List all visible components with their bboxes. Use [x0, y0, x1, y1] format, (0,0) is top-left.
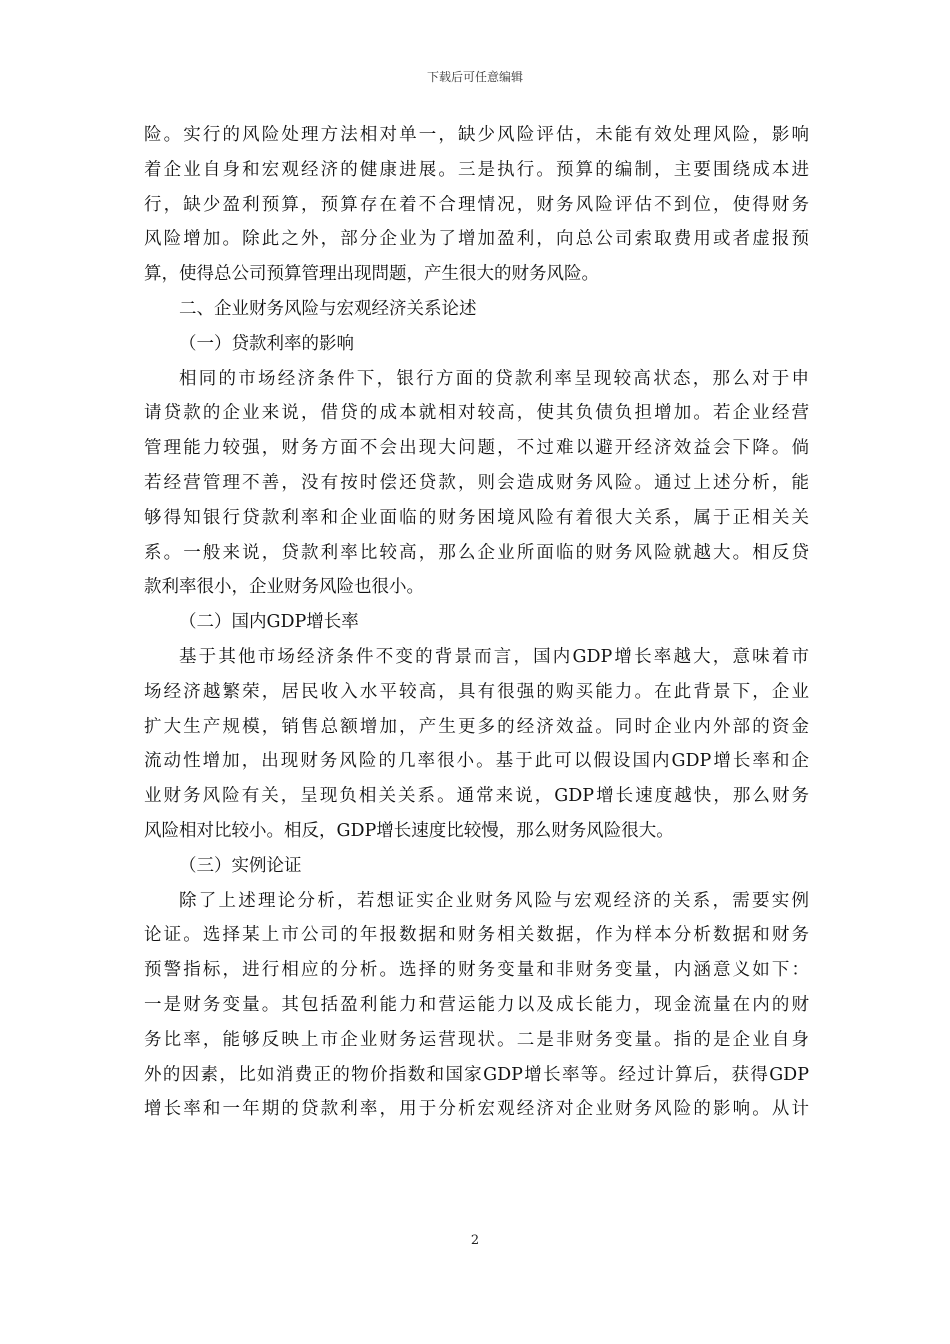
- text-line: 业财务风险有关，呈现负相关关系。通常来说，GDP增长速度越快，那么财务: [144, 786, 809, 807]
- text-line: 务比率，能够反映上市企业财务运营现状。二是非财务变量。指的是企业自身: [144, 1029, 809, 1050]
- text-line: 算，使得总公司预算管理出现問题，产生很大的财务风险。: [144, 264, 599, 285]
- text-line: 基于其他市场经济条件不变的背景而言，国内GDP增长率越大，意味着市: [179, 646, 809, 667]
- text-line: 场经济越繁荣，居民收入水平较高，具有很强的购买能力。在此背景下，企业: [144, 681, 809, 702]
- subsection-heading: （一）贷款利率的影响: [179, 333, 354, 354]
- subsection-heading: （二）国内GDP增长率: [179, 612, 359, 633]
- text-line: 请贷款的企业来说，借贷的成本就相对较高，使其负债负担增加。若企业经营: [144, 403, 809, 424]
- page-header: 下载后可任意编辑: [426, 70, 523, 84]
- text-line: 一是财务变量。其包括盈利能力和营运能力以及成长能力，现金流量在内的财: [144, 994, 809, 1015]
- text-line: 增长率和一年期的贷款利率，用于分析宏观经济对企业财务风险的影响。从计: [144, 1099, 809, 1120]
- text-line: 行，缺少盈利预算，预算存在着不合理情况，财务风险评估不到位，使得财务: [144, 194, 809, 215]
- text-line: 除了上述理论分析，若想证实企业财务风险与宏观经济的关系，需要实例: [179, 890, 809, 911]
- text-line: 管理能力较强，财务方面不会出现大问题，不过难以避开经济效益会下降。倘: [144, 438, 809, 459]
- text-line: 风险增加。除此之外，部分企业为了增加盈利，向总公司索取费用或者虚报预: [144, 229, 809, 250]
- text-line: 扩大生产规模，销售总额增加，产生更多的经济效益。同时企业内外部的资金: [144, 716, 809, 737]
- page-number: 2: [470, 1233, 480, 1248]
- text-line: 流动性增加，出现财务风险的几率很小。基于此可以假设国内GDP增长率和企: [144, 751, 809, 772]
- text-line: 论证。选择某上市公司的年报数据和财务相关数据，作为样本分析数据和财务: [144, 925, 809, 946]
- text-line: 若经营管理不善，没有按时偿还贷款，则会造成财务风险。通过上述分析，能: [144, 472, 809, 493]
- text-line: 预警指标，进行相应的分析。选择的财务变量和非财务变量，内涵意义如下：: [144, 960, 809, 981]
- section-heading: 二、企业财务风险与宏观经济关系论述: [179, 298, 477, 319]
- text-line: 风险相对比较小。相反，GDP增长速度比较慢，那么财务风险很大。: [144, 820, 674, 841]
- text-line: 着企业自身和宏观经济的健康进展。三是执行。预算的编制，主要围绕成本进: [144, 159, 809, 180]
- text-line: 相同的市场经济条件下，银行方面的贷款利率呈现较高状态，那么对于申: [179, 368, 809, 389]
- text-line: 外的因素，比如消费正的物价指数和国家GDP增长率等。经过计算后，获得GDP: [144, 1064, 809, 1085]
- text-line: 款利率很小，企业财务风险也很小。: [144, 577, 424, 598]
- body-text: [144, 118, 809, 1127]
- subsection-heading: （三）实例论证: [179, 855, 302, 876]
- text-line: 系。一般来说，贷款利率比较高，那么企业所面临的财务风险就越大。相反贷: [144, 542, 809, 563]
- text-line: 险。实行的风险处理方法相对单一，缺少风险评估，未能有效处理风险，影响: [144, 125, 809, 145]
- text-line: 够得知银行贷款利率和企业面临的财务困境风险有着很大关系，属于正相关关: [144, 507, 809, 528]
